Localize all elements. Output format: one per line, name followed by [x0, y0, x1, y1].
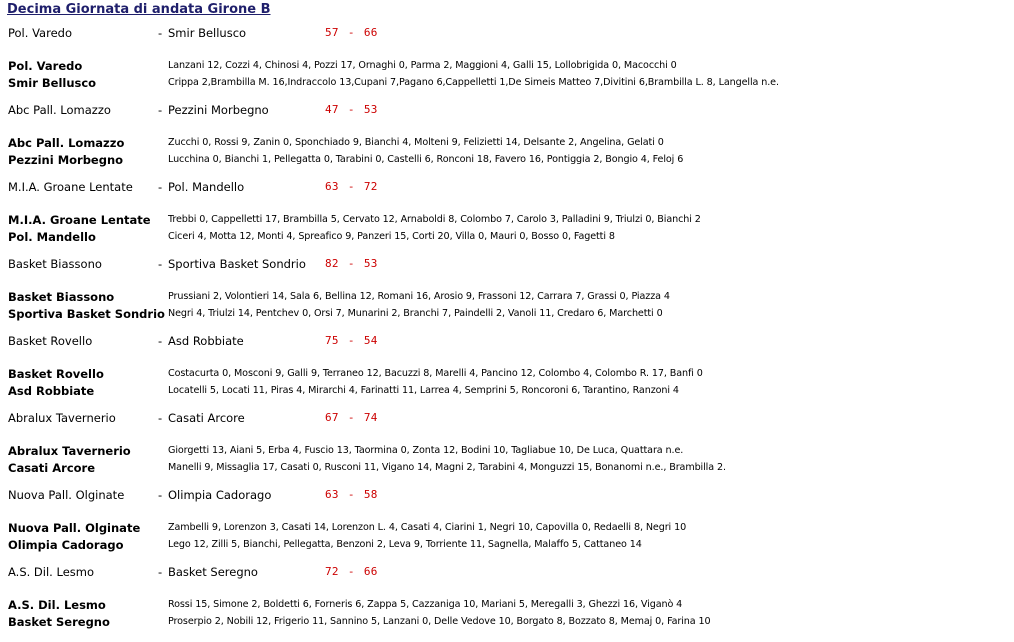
- roster-away-players: Lego 12, Zilli 5, Bianchi, Pellegatta, Benzoni 2, Leva 9, Torriente 11, Sagnella, Malaffo 5, Cattaneo 14: [168, 539, 642, 550]
- score-separator: -: [347, 180, 355, 193]
- home-score: 82: [325, 257, 339, 270]
- page-title: Decima Giornata di andata Girone B: [7, 2, 271, 17]
- roster-home-team: M.I.A. Groane Lentate: [8, 213, 151, 227]
- result-row: [0, 565, 1014, 583]
- roster-row-away: [0, 384, 1014, 400]
- away-score: 58: [363, 488, 378, 501]
- home-score: 63: [325, 488, 339, 501]
- score-separator: -: [347, 565, 355, 578]
- roster-row-away: [0, 76, 1014, 92]
- roster-home-players: Zucchi 0, Rossi 9, Zanin 0, Sponchiado 9, Bianchi 4, Molteni 9, Felizietti 14, Delsante 2, Angelina, Gelati 0: [168, 137, 664, 148]
- roster-row-away: [0, 538, 1014, 554]
- roster-home-team: A.S. Dil. Lesmo: [8, 598, 106, 612]
- roster-away-players: Proserpio 2, Nobili 12, Frigerio 11, Sannino 5, Lanzani 0, Delle Vedove 10, Borgato 8, Bozzato 8, Memaj 0, Farina 10: [168, 616, 711, 627]
- away-score: 66: [363, 565, 378, 578]
- home-score: 75: [325, 334, 339, 347]
- roster-row-home: [0, 59, 1014, 75]
- away-score: 74: [363, 411, 378, 424]
- roster-row-away: [0, 230, 1014, 246]
- result-row: [0, 26, 1014, 44]
- roster-row-home: [0, 136, 1014, 152]
- roster-home-players: Rossi 15, Simone 2, Boldetti 6, Forneris 6, Zappa 5, Cazzaniga 10, Mariani 5, Meregalli 3, Ghezzi 16, Viganò 4: [168, 599, 683, 610]
- score-separator: -: [347, 257, 355, 270]
- result-dash: -: [158, 257, 163, 271]
- result-dash: -: [158, 180, 163, 194]
- roster-row-away: [0, 615, 1014, 631]
- roster-row-away: [0, 461, 1014, 477]
- result-row: [0, 488, 1014, 506]
- roster-row-home: [0, 290, 1014, 306]
- result-row: [0, 103, 1014, 121]
- result-away-team: Pol. Mandello: [168, 180, 245, 194]
- result-score: [325, 488, 378, 501]
- result-away-team: Sportiva Basket Sondrio: [168, 257, 306, 271]
- result-home-team: Abralux Tavernerio: [8, 411, 116, 425]
- roster-home-team: Abralux Tavernerio: [8, 444, 131, 458]
- roster-home-team: Pol. Varedo: [8, 59, 83, 73]
- roster-away-players: Locatelli 5, Locati 11, Piras 4, Mirarchi 4, Farinatti 11, Larrea 4, Semprini 5, Roncoroni 6, Tarantino, Ranzoni 4: [168, 385, 679, 396]
- result-away-team: Pezzini Morbegno: [168, 103, 269, 117]
- roster-away-team: Pezzini Morbegno: [8, 153, 124, 167]
- roster-home-players: Lanzani 12, Cozzi 4, Chinosi 4, Pozzi 17, Ornaghi 0, Parma 2, Maggioni 4, Galli 15, Lollobrigida 0, Macocchi 0: [168, 60, 677, 71]
- score-separator: -: [347, 334, 355, 347]
- result-home-team: Nuova Pall. Olginate: [8, 488, 125, 502]
- home-score: 57: [325, 26, 339, 39]
- away-score: 72: [363, 180, 378, 193]
- roster-home-team: Basket Biassono: [8, 290, 115, 304]
- home-score: 67: [325, 411, 339, 424]
- roster-away-team: Sportiva Basket Sondrio: [8, 307, 165, 321]
- result-dash: -: [158, 26, 163, 40]
- match-block: [0, 565, 1014, 642]
- roster-home-team: Nuova Pall. Olginate: [8, 521, 141, 535]
- roster-home-team: Basket Rovello: [8, 367, 104, 381]
- roster-row-away: [0, 307, 1014, 323]
- result-home-team: Pol. Varedo: [8, 26, 72, 40]
- match-block: [0, 334, 1014, 411]
- match-block: [0, 180, 1014, 257]
- match-block: [0, 26, 1014, 103]
- roster-home-players: Zambelli 9, Lorenzon 3, Casati 14, Lorenzon L. 4, Casati 4, Ciarini 1, Negri 10, Capovilla 0, Redaelli 8, Negri 10: [168, 522, 687, 533]
- result-away-team: Olimpia Cadorago: [168, 488, 272, 502]
- result-row: [0, 334, 1014, 352]
- roster-away-players: Ciceri 4, Motta 12, Monti 4, Spreafico 9, Panzeri 15, Corti 20, Villa 0, Mauri 0, Bosso 0, Fagetti 8: [168, 231, 615, 242]
- roster-away-players: Manelli 9, Missaglia 17, Casati 0, Rusconi 11, Vigano 14, Magni 2, Tarabini 4, Monguzzi 15, Bonanomi n.e., Brambilla 2.: [168, 462, 726, 473]
- match-block: [0, 103, 1014, 180]
- roster-home-players: Prussiani 2, Volontieri 14, Sala 6, Bellina 12, Romani 16, Arosio 9, Frassoni 12, Carrara 7, Grassi 0, Piazza 4: [168, 291, 670, 302]
- roster-row-home: [0, 598, 1014, 614]
- result-score: [325, 411, 378, 424]
- score-separator: -: [347, 411, 355, 424]
- result-away-team: Basket Seregno: [168, 565, 258, 579]
- roster-home-players: Giorgetti 13, Aiani 5, Erba 4, Fuscio 13, Taormina 0, Zonta 12, Bodini 10, Tagliabue 10, De Luca, Quattara n.e.: [168, 445, 684, 456]
- away-score: 54: [363, 334, 378, 347]
- roster-row-home: [0, 213, 1014, 229]
- match-block: [0, 411, 1014, 488]
- result-score: [325, 103, 378, 116]
- roster-home-team: Abc Pall. Lomazzo: [8, 136, 125, 150]
- roster-away-players: Negri 4, Triulzi 14, Pentchev 0, Orsi 7, Munarini 2, Branchi 7, Paindelli 2, Vanoli 11, Credaro 6, Marchetti 0: [168, 308, 663, 319]
- score-separator: -: [347, 488, 355, 501]
- result-score: [325, 180, 378, 193]
- match-block: [0, 488, 1014, 565]
- away-score: 53: [363, 103, 378, 116]
- roster-away-team: Pol. Mandello: [8, 230, 96, 244]
- roster-away-team: Smir Bellusco: [8, 76, 97, 90]
- roster-row-away: [0, 153, 1014, 169]
- result-score: [325, 565, 378, 578]
- result-score: [325, 26, 378, 39]
- roster-away-team: Olimpia Cadorago: [8, 538, 124, 552]
- match-block: [0, 257, 1014, 334]
- away-score: 53: [363, 257, 378, 270]
- result-dash: -: [158, 411, 163, 425]
- away-score: 66: [363, 26, 378, 39]
- roster-away-players: Crippa 2,Brambilla M. 16,Indraccolo 13,Cupani 7,Pagano 6,Cappelletti 1,De Simeis Matteo 7,Divitini 6,Brambilla L. 8, Langella n.e.: [168, 77, 779, 88]
- roster-away-team: Basket Seregno: [8, 615, 110, 629]
- result-row: [0, 411, 1014, 429]
- score-separator: -: [347, 103, 355, 116]
- roster-away-team: Casati Arcore: [8, 461, 96, 475]
- result-away-team: Asd Robbiate: [168, 334, 244, 348]
- result-home-team: M.I.A. Groane Lentate: [8, 180, 133, 194]
- result-home-team: Abc Pall. Lomazzo: [8, 103, 111, 117]
- roster-home-players: Trebbi 0, Cappelletti 17, Brambilla 5, Cervato 12, Arnaboldi 8, Colombo 7, Carolo 3, Palladini 9, Triulzi 0, Bianchi 2: [168, 214, 701, 225]
- result-row: [0, 257, 1014, 275]
- home-score: 47: [325, 103, 339, 116]
- result-row: [0, 180, 1014, 198]
- roster-row-home: [0, 444, 1014, 460]
- roster-away-players: Lucchina 0, Bianchi 1, Pellegatta 0, Tarabini 0, Castelli 6, Ronconi 18, Favero 16, Pontiggia 2, Bongio 4, Feloj 6: [168, 154, 684, 165]
- roster-home-players: Costacurta 0, Mosconi 9, Galli 9, Terraneo 12, Bacuzzi 8, Marelli 4, Pancino 12, Colombo 4, Colombo R. 17, Banfi 0: [168, 368, 703, 379]
- home-score: 63: [325, 180, 339, 193]
- result-dash: -: [158, 488, 163, 502]
- result-home-team: Basket Rovello: [8, 334, 93, 348]
- result-home-team: A.S. Dil. Lesmo: [8, 565, 94, 579]
- result-dash: -: [158, 334, 163, 348]
- result-score: [325, 257, 378, 270]
- result-away-team: Casati Arcore: [168, 411, 245, 425]
- result-score: [325, 334, 378, 347]
- result-dash: -: [158, 103, 163, 117]
- score-separator: -: [347, 26, 355, 39]
- result-dash: -: [158, 565, 163, 579]
- result-away-team: Smir Bellusco: [168, 26, 247, 40]
- roster-away-team: Asd Robbiate: [8, 384, 95, 398]
- home-score: 72: [325, 565, 339, 578]
- result-home-team: Basket Biassono: [8, 257, 102, 271]
- roster-row-home: [0, 367, 1014, 383]
- roster-row-home: [0, 521, 1014, 537]
